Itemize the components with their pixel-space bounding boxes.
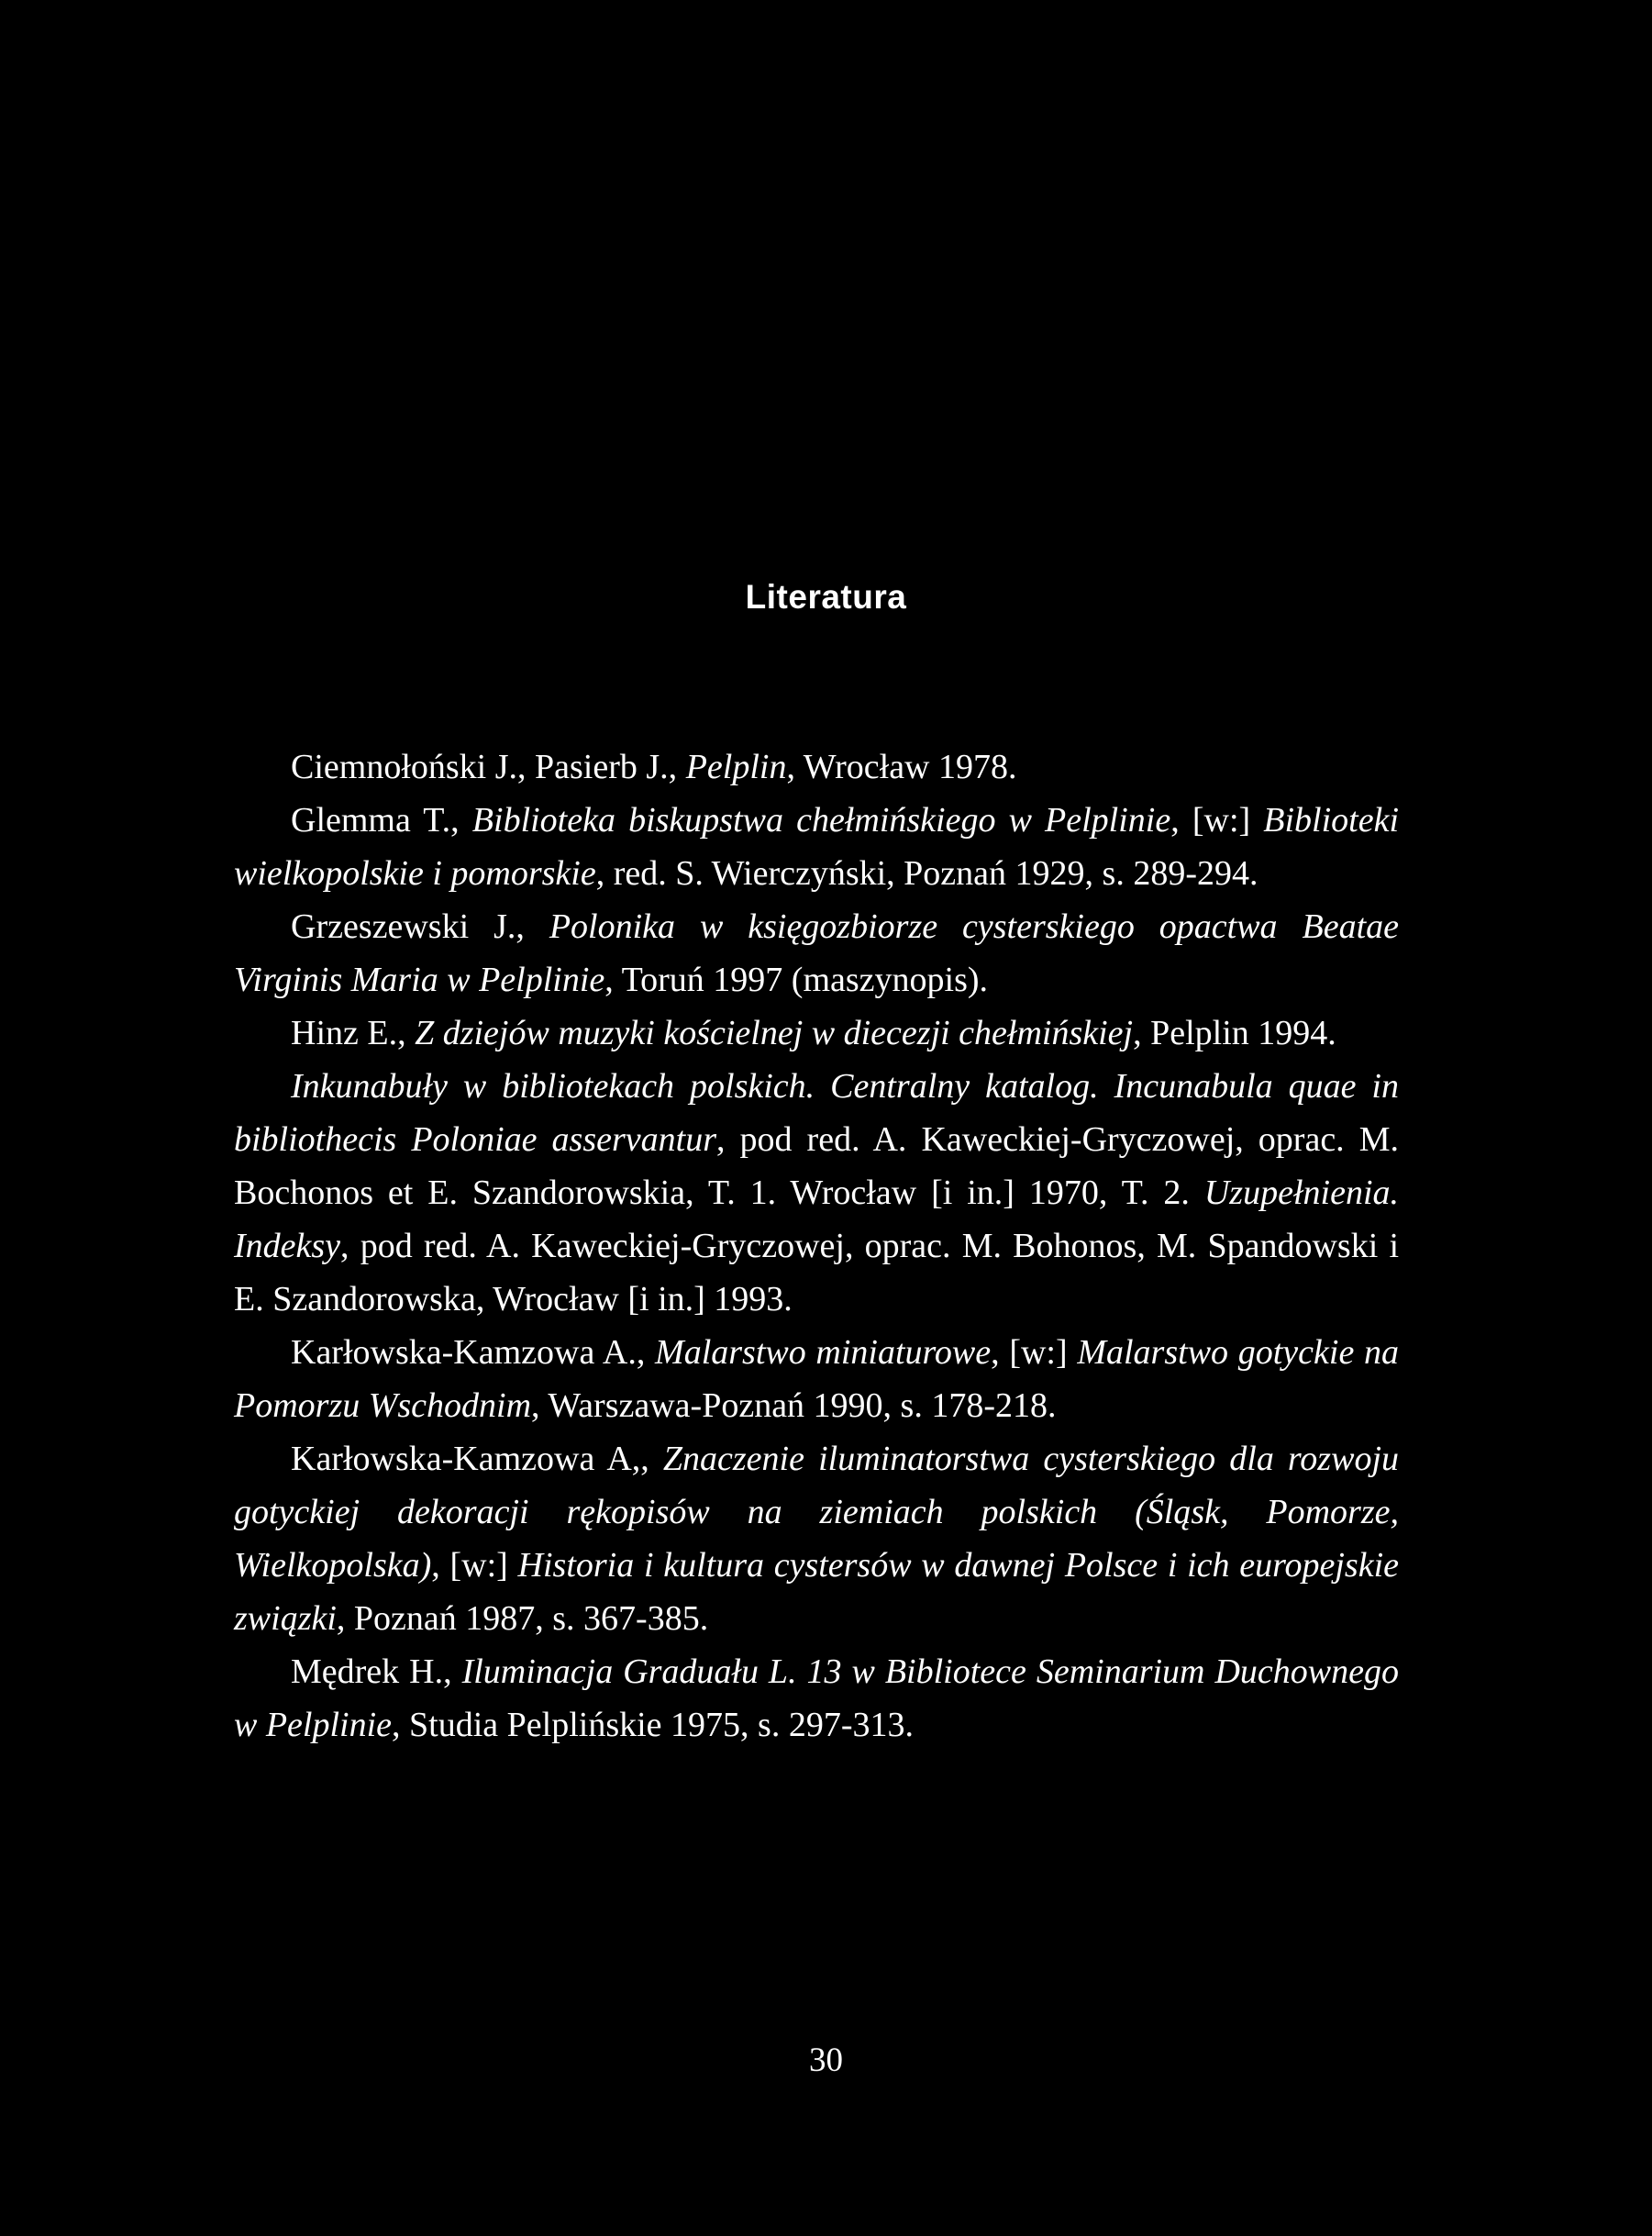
bibliography-entry — [234, 1007, 1399, 1060]
reference-text: Glemma T., — [291, 801, 472, 840]
bibliography-entry — [234, 1645, 1399, 1752]
page-heading: Literatura — [745, 578, 907, 616]
reference-text: , Studia Pelplińskie 1975, s. 297-313. — [392, 1706, 914, 1744]
reference-text: , pod red. A. Kaweckiej-Gryczowej, oprac. M. Bochonos et E. Szandorowskia, T. 1. Wrocław [i in.] 1970, T. 2. — [234, 1120, 1399, 1212]
bibliography-entry — [234, 1432, 1399, 1645]
bibliography-list — [234, 740, 1399, 1752]
reference-text: , pod red. A. Kaweckiej-Gryczowej, oprac. M. Bohonos, M. Spandowski i E. Szandorowska, Wrocław [i in.] 1993. — [234, 1227, 1399, 1318]
reference-text: , [w:] — [991, 1333, 1078, 1372]
bibliography-entry — [234, 1326, 1399, 1432]
reference-text: , Pelplin 1994. — [1133, 1014, 1336, 1052]
italic-title-text: Biblioteka biskupstwa chełmińskiego w Pelplinie — [471, 801, 1171, 840]
reference-text: Mędrek H., — [291, 1652, 462, 1691]
page-number: 30 — [809, 2041, 843, 2079]
bibliography-entry — [234, 740, 1399, 794]
bibliography-entry — [234, 900, 1399, 1007]
italic-title-text: Biblioteki wielkopolskie i pomorskie — [234, 801, 1400, 893]
italic-title-text: Iluminacja Graduału L. 13 w Bibliotece Seminarium Duchownego w Pelplinie — [234, 1652, 1399, 1744]
reference-text: Ciemnołoński J., Pasierb J., — [291, 748, 686, 786]
italic-title-text: Z dziejów muzyki kościelnej w diecezji chełmińskiej — [415, 1014, 1134, 1052]
reference-text: , Wrocław 1978. — [786, 748, 1017, 786]
italic-title-text: Znaczenie iluminatorstwa cysterskiego dla rozwoju gotyckiej dekoracji rękopisów na ziemiach polskich (Śląsk, Pomorze, Wielkopolska) — [234, 1440, 1399, 1585]
reference-text: , red. S. Wierczyński, Poznań 1929, s. 289-294. — [595, 854, 1258, 893]
bibliography-entry — [234, 1060, 1399, 1326]
reference-text: , Toruń 1997 (maszynopis). — [604, 961, 989, 999]
italic-title-text: Historia i kultura cystersów w dawnej Polsce i ich europejskie związki — [234, 1546, 1399, 1638]
italic-title-text: Inkunabuły w bibliotekach polskich. Centralny katalog. Incunabula quae in bibliothecis Poloniae asservantur — [234, 1067, 1399, 1159]
reference-text: , Warszawa-Poznań 1990, s. 178-218. — [531, 1386, 1057, 1425]
reference-text: , Poznań 1987, s. 367-385. — [336, 1599, 709, 1638]
italic-title-text: Uzupełnienia. Indeksy — [234, 1174, 1399, 1265]
reference-text: , [w:] — [1170, 801, 1264, 840]
italic-title-text: Pelplin — [685, 748, 787, 786]
italic-title-text: Malarstwo gotyckie na Pomorzu Wschodnim — [234, 1333, 1399, 1425]
reference-text: Karłowska-Kamzowa A., — [291, 1333, 656, 1372]
bibliography-entry — [234, 794, 1399, 900]
italic-title-text: Malarstwo miniaturowe — [655, 1333, 992, 1372]
reference-text: Hinz E., — [291, 1014, 416, 1052]
reference-text: , [w:] — [431, 1546, 518, 1585]
reference-text: Karłowska-Kamzowa A,, — [291, 1440, 663, 1478]
reference-text: Grzeszewski J., — [291, 907, 549, 946]
italic-title-text: Polonika w księgozbiorze cysterskiego opactwa Beatae Virginis Maria w Pelplinie — [234, 907, 1399, 999]
